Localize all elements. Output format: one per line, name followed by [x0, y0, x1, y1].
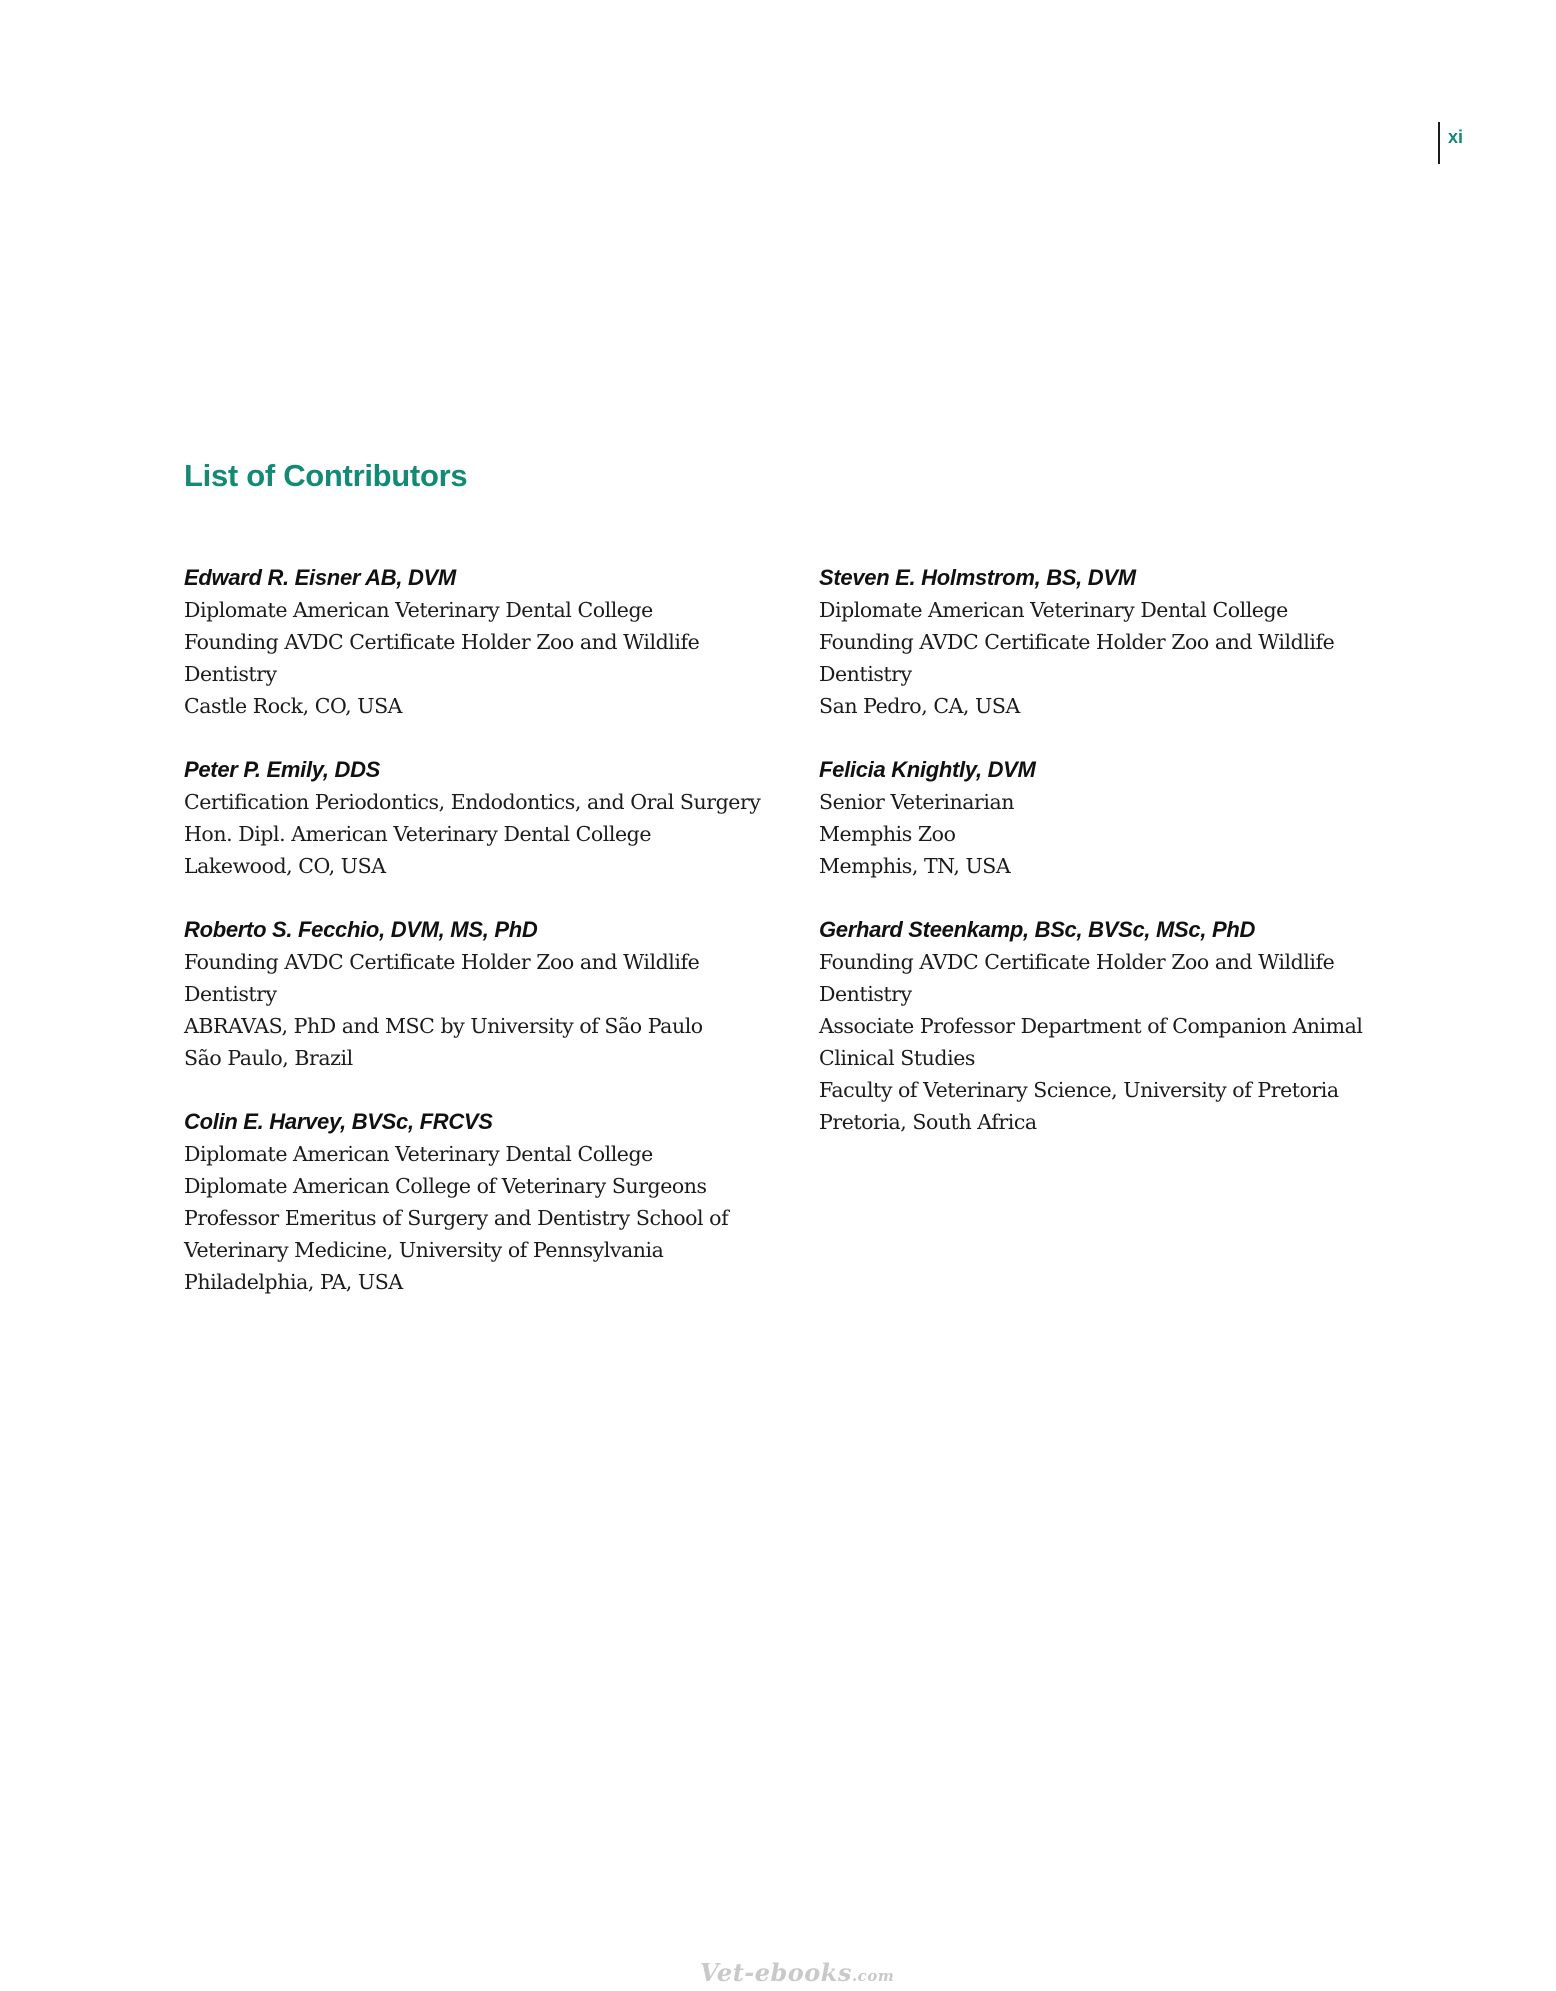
- contributor-affiliation: Senior Veterinarian: [819, 790, 1015, 814]
- contributor-location: Philadelphia, PA, USA: [184, 1270, 403, 1294]
- contributors-column-right: [819, 562, 1419, 1170]
- contributor-entry: [184, 562, 784, 722]
- contributor-name: Roberto S. Fecchio, DVM, MS, PhD: [184, 917, 538, 942]
- contributor-affiliation: Dentistry: [819, 982, 912, 1006]
- contributor-name: Gerhard Steenkamp, BSc, BVSc, MSc, PhD: [819, 917, 1256, 942]
- contributor-entry: [819, 754, 1419, 882]
- contributor-name: Peter P. Emily, DDS: [184, 757, 381, 782]
- contributor-entry: [184, 1106, 784, 1298]
- watermark-logo: [700, 1958, 894, 1987]
- contributor-affiliation: Diplomate American College of Veterinary Surgeons: [184, 1174, 707, 1198]
- contributor-affiliation: Founding AVDC Certificate Holder Zoo and Wildlife: [819, 950, 1335, 974]
- watermark-suffix: .com: [851, 1967, 895, 1985]
- contributor-entry: [819, 562, 1419, 722]
- contributor-affiliation: Professor Emeritus of Surgery and Dentistry School of: [184, 1206, 729, 1230]
- contributor-name: Colin E. Harvey, BVSc, FRCVS: [184, 1109, 493, 1134]
- contributor-affiliation: Diplomate American Veterinary Dental College: [819, 598, 1288, 622]
- contributor-affiliation: Founding AVDC Certificate Holder Zoo and Wildlife: [184, 950, 700, 974]
- contributors-column-left: [184, 562, 784, 1330]
- contributor-affiliation: Dentistry: [819, 662, 912, 686]
- page-marker: [1438, 122, 1463, 164]
- contributor-affiliation: Dentistry: [184, 662, 277, 686]
- contributor-entry: [819, 914, 1419, 1138]
- contributor-name: Felicia Knightly, DVM: [819, 757, 1036, 782]
- contributor-entry: [184, 914, 784, 1074]
- contributor-affiliation: Diplomate American Veterinary Dental College: [184, 598, 653, 622]
- watermark-text: Vet-ebooks: [700, 1958, 852, 1987]
- contributor-location: São Paulo, Brazil: [184, 1046, 353, 1070]
- contributor-affiliation: Diplomate American Veterinary Dental College: [184, 1142, 653, 1166]
- contributor-location: Lakewood, CO, USA: [184, 854, 386, 878]
- contributor-name: Edward R. Eisner AB, DVM: [184, 565, 456, 590]
- contributor-name: Steven E. Holmstrom, BS, DVM: [819, 565, 1136, 590]
- contributor-affiliation: ABRAVAS, PhD and MSC by University of São Paulo: [184, 1014, 703, 1038]
- contributor-affiliation: Certification Periodontics, Endodontics, and Oral Surgery: [184, 790, 761, 814]
- contributor-affiliation: Associate Professor Department of Companion Animal: [819, 1014, 1363, 1038]
- contributor-affiliation: Dentistry: [184, 982, 277, 1006]
- contributor-location: San Pedro, CA, USA: [819, 694, 1020, 718]
- contributor-affiliation: Founding AVDC Certificate Holder Zoo and Wildlife: [184, 630, 700, 654]
- contributor-affiliation: Clinical Studies: [819, 1046, 975, 1070]
- page-number: xi: [1448, 127, 1464, 147]
- contributor-affiliation: Faculty of Veterinary Science, University of Pretoria: [819, 1078, 1339, 1102]
- contributor-affiliation: Veterinary Medicine, University of Pennsylvania: [184, 1238, 664, 1262]
- page-title: List of Contributors: [184, 458, 468, 493]
- contributor-affiliation: Founding AVDC Certificate Holder Zoo and Wildlife: [819, 630, 1335, 654]
- contributor-location: Pretoria, South Africa: [819, 1110, 1037, 1134]
- contributor-location: Memphis, TN, USA: [819, 854, 1011, 878]
- contributor-affiliation: Hon. Dipl. American Veterinary Dental College: [184, 822, 651, 846]
- contributor-affiliation: Memphis Zoo: [819, 822, 956, 846]
- contributor-entry: [184, 754, 784, 882]
- contributor-location: Castle Rock, CO, USA: [184, 694, 403, 718]
